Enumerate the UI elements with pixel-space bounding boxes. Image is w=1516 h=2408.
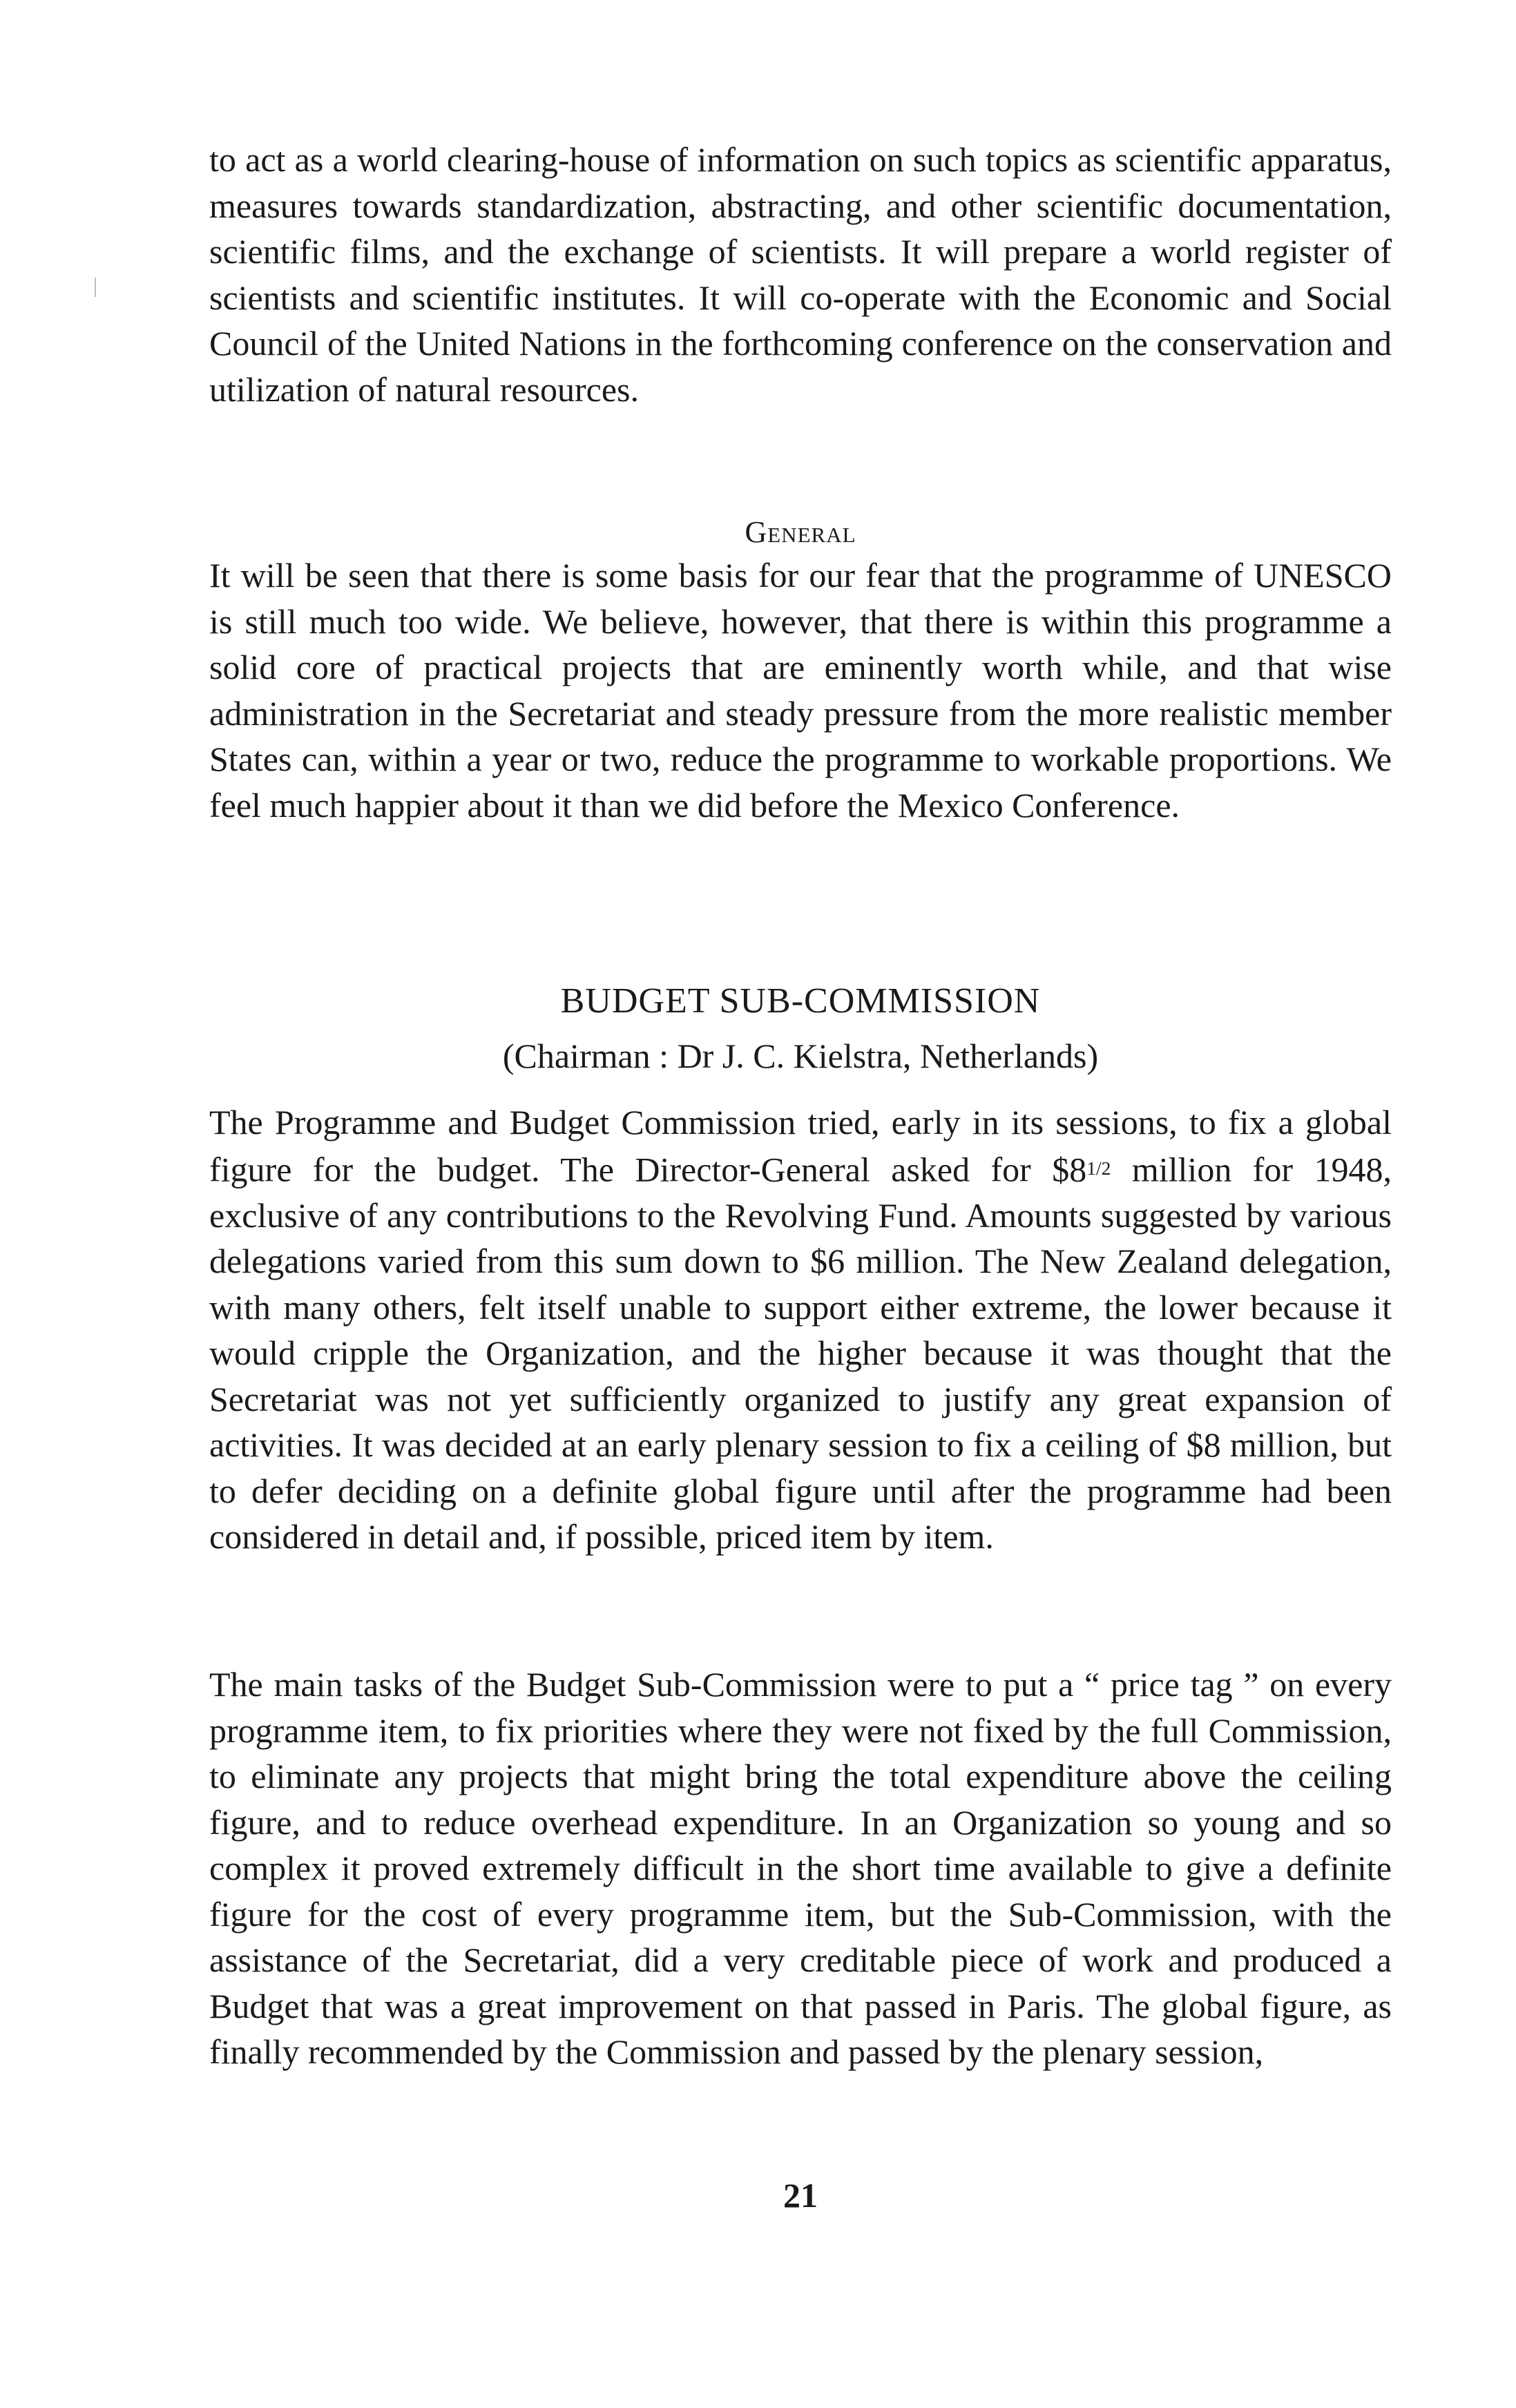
- budget-heading: BUDGET SUB-COMMISSION: [560, 981, 1041, 1021]
- budget-fraction-half: 1/2: [1086, 1157, 1111, 1179]
- budget-paragraph-1: [209, 1099, 1392, 1560]
- general-paragraph: It will be seen that there is some basis for our fear that the programme of UNESCO is still much too wide. We believe, however, that there is within this programme a solid core of practical projects that are eminently worth while, and that wise administration in the Secretariat and steady pressure from the more realistic member States can, within a year or two, reduce the programme to workable proportions. We feel much happier about it than we did before the Mexico Conference.: [209, 556, 1392, 825]
- budget-paragraph-1-part-2: million for 1948, exclusive of any contributions to the Revolving Fund. Amounts suggested by various delegations varied from this sum down to $6 million. The New Zealand delegation, with many others, felt itself unable to support either extreme, the lower because it would cripple the Organization, and the higher because it was thought that the Secretariat was not yet sufficiently organized to justify any great expansion of activities. It was decided at an early plenary session to fix a ceiling of $8 million, but to defer deciding on a definite global figure until after the programme had been considered in detail and, if possible, priced item by item.: [209, 1150, 1392, 1557]
- general-paragraph-block: [209, 552, 1392, 828]
- general-heading: General: [745, 515, 856, 549]
- intro-paragraph: to act as a world clearing-house of information on such topics as scientific apparatus, measures towards standardization, abstracting, and other scientific documentation, scientific films, and the exchange of scientists. It will prepare a world register of scientists and scientific institutes. It will co-operate with the Economic and Social Council of the United Nations in the forthcoming conference on the conservation and utilization of natural resources.: [209, 140, 1392, 409]
- intro-paragraph-block: [209, 137, 1392, 412]
- budget-paragraph-1-block: [209, 1099, 1392, 1560]
- margin-mark: [95, 278, 96, 297]
- page-number: 21: [783, 2176, 818, 2215]
- budget-paragraph-2: The main tasks of the Budget Sub-Commission were to put a “ price tag ” on every programme item, to fix priorities where they were not fixed by the full Commission, to eliminate any projects that might bring the total expenditure above the ceiling figure, and to reduce overhead expenditure. In an Organization so young and so complex it proved extremely difficult in the short time available to give a definite figure for the cost of every programme item, but the Sub-Commission, with the assistance of the Secretariat, did a very creditable piece of work and produced a Budget that was a great improvement on that passed in Paris. The global figure, as finally recommended by the Commission and passed by the plenary session,: [209, 1665, 1392, 2071]
- budget-paragraph-2-block: [209, 1661, 1392, 2075]
- budget-chairman-line: (Chairman : Dr J. C. Kielstra, Netherlands): [502, 1037, 1099, 1075]
- budget-paragraph-1-part-1: The Programme and Budget Commission tried, early in its sessions, to fix a global figure for the budget. The Director-General asked for $8: [209, 1103, 1392, 1189]
